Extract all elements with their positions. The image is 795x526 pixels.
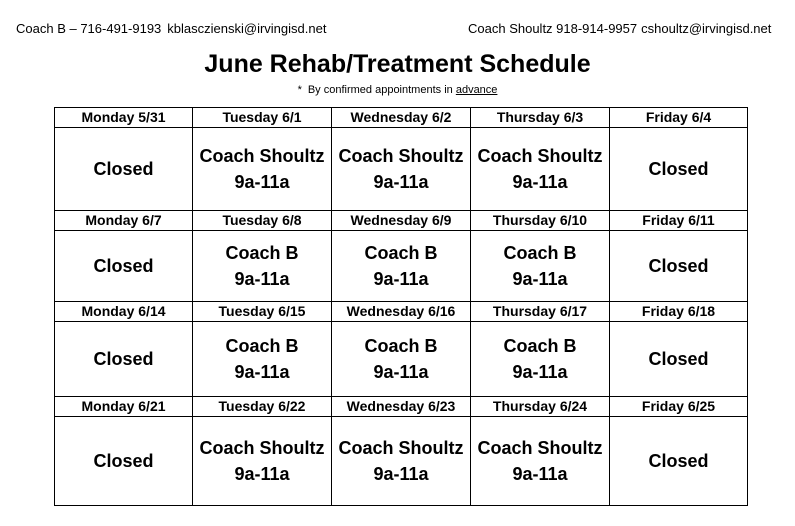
day-header: Monday 6/14: [55, 302, 193, 322]
cell-coach: Coach Shoultz: [477, 438, 603, 458]
schedule-cell: [332, 128, 471, 211]
cell-hours: 9a-11a: [512, 172, 568, 192]
day-header: Tuesday 6/1: [193, 108, 332, 128]
schedule-cell: [55, 417, 193, 506]
day-header: Thursday 6/10: [471, 211, 610, 231]
schedule-cell: [193, 128, 332, 211]
day-header: Thursday 6/17: [471, 302, 610, 322]
cell-coach: Coach B: [364, 243, 438, 263]
schedule-cell: [55, 128, 193, 211]
contact-coach-shoultz: [468, 21, 771, 36]
cell-hours: 9a-11a: [512, 464, 568, 484]
cell-coach: Closed: [648, 451, 709, 471]
day-header: Monday 6/7: [55, 211, 193, 231]
contact-coach-shoultz-email[interactable]: cshoultz@irvingisd.net: [641, 21, 772, 36]
cell-coach: Closed: [648, 159, 709, 179]
cell-coach: Coach Shoultz: [338, 438, 464, 458]
page-title: June Rehab/Treatment Schedule: [204, 50, 591, 78]
cell-hours: 9a-11a: [234, 269, 290, 289]
schedule-cell: [471, 322, 610, 397]
cell-coach: Coach Shoultz: [199, 146, 325, 166]
schedule-cell: [471, 128, 610, 211]
day-header: Monday 5/31: [55, 108, 193, 128]
schedule-row: [55, 322, 748, 397]
day-header: Friday 6/18: [610, 302, 748, 322]
cell-hours: 9a-11a: [373, 172, 429, 192]
day-header: Wednesday 6/2: [332, 108, 471, 128]
cell-hours: 9a-11a: [373, 362, 429, 382]
cell-coach: Coach Shoultz: [199, 438, 325, 458]
cell-hours: 9a-11a: [234, 172, 290, 192]
day-header: Friday 6/25: [610, 397, 748, 417]
cell-coach: Closed: [648, 256, 709, 276]
cell-coach: Closed: [93, 349, 154, 369]
cell-coach: Closed: [93, 451, 154, 471]
schedule-cell: [332, 322, 471, 397]
day-header: Friday 6/4: [610, 108, 748, 128]
schedule-cell: [332, 231, 471, 302]
contact-coach-b-email[interactable]: kblasczienski@irvingisd.net: [167, 21, 327, 36]
subtitle-text: By confirmed appointments in: [307, 84, 453, 96]
day-header: Wednesday 6/9: [332, 211, 471, 231]
cell-coach: Coach B: [225, 243, 299, 263]
subtitle-asterisk: *: [297, 84, 302, 96]
schedule-cell: [193, 231, 332, 302]
contact-coach-shoultz-name: Coach Shoultz 918-914-9957: [468, 21, 638, 36]
cell-hours: 9a-11a: [234, 464, 290, 484]
cell-coach: Coach B: [225, 336, 299, 356]
cell-coach: Coach Shoultz: [338, 146, 464, 166]
schedule-cell: [610, 231, 748, 302]
day-header: Tuesday 6/15: [193, 302, 332, 322]
day-header-row: [55, 108, 748, 128]
day-header-row: [55, 302, 748, 322]
cell-hours: 9a-11a: [373, 269, 429, 289]
schedule-table: [54, 107, 748, 506]
cell-coach: Closed: [93, 256, 154, 276]
schedule-cell: [193, 417, 332, 506]
day-header-row: [55, 211, 748, 231]
schedule-cell: [193, 322, 332, 397]
day-header: Thursday 6/3: [471, 108, 610, 128]
cell-coach: Closed: [648, 349, 709, 369]
schedule-cell: [55, 231, 193, 302]
cell-hours: 9a-11a: [373, 464, 429, 484]
day-header: Wednesday 6/16: [332, 302, 471, 322]
day-header: Wednesday 6/23: [332, 397, 471, 417]
cell-hours: 9a-11a: [512, 269, 568, 289]
schedule-cell: [55, 322, 193, 397]
cell-coach: Coach B: [364, 336, 438, 356]
cell-coach: Coach Shoultz: [477, 146, 603, 166]
cell-hours: 9a-11a: [234, 362, 290, 382]
cell-coach: Coach B: [503, 243, 577, 263]
cell-hours: 9a-11a: [512, 362, 568, 382]
day-header: Tuesday 6/22: [193, 397, 332, 417]
schedule-cell: [610, 417, 748, 506]
schedule-row: [55, 417, 748, 506]
page-subtitle: [0, 84, 795, 96]
schedule-cell: [332, 417, 471, 506]
schedule-cell: [610, 322, 748, 397]
subtitle-underlined-word: advance: [455, 84, 498, 96]
contact-coach-b-name: Coach B – 716-491-9193: [16, 21, 162, 36]
day-header: Monday 6/21: [55, 397, 193, 417]
contact-coach-b: [16, 21, 326, 36]
schedule-cell: [471, 417, 610, 506]
cell-coach: Coach B: [503, 336, 577, 356]
schedule-row: [55, 231, 748, 302]
day-header: Friday 6/11: [610, 211, 748, 231]
schedule-cell: [471, 231, 610, 302]
day-header-row: [55, 397, 748, 417]
day-header: Thursday 6/24: [471, 397, 610, 417]
schedule-row: [55, 128, 748, 211]
cell-coach: Closed: [93, 159, 154, 179]
schedule-cell: [610, 128, 748, 211]
day-header: Tuesday 6/8: [193, 211, 332, 231]
